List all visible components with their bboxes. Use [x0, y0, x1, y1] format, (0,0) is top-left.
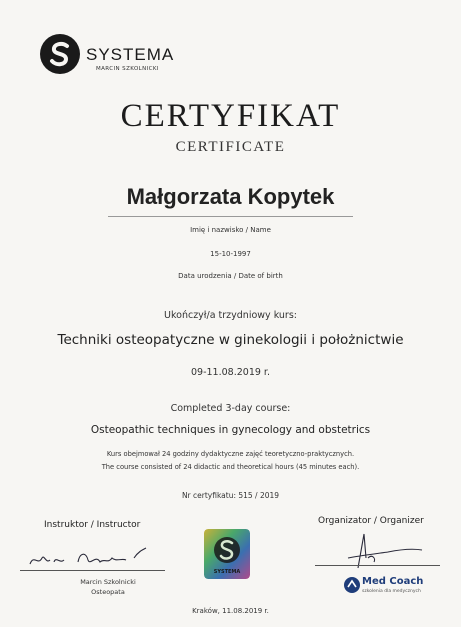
place-date: Kraków, 11.08.2019 r. — [192, 607, 269, 615]
name-underline — [108, 216, 353, 217]
organizer-label: Organizator / Organizer — [318, 516, 424, 526]
brand-subtitle: MARCIN SZKOLNICKI — [96, 66, 159, 72]
hours-pl: Kurs obejmował 24 godziny dydaktyczne zajęć teoretyczno-praktycznych. — [106, 450, 355, 458]
organizer-signature-line — [315, 565, 440, 566]
organizer-tagline: szkolenia dla medycznych — [362, 589, 421, 594]
course-intro: Ukończył/a trzydniowy kurs: — [164, 310, 297, 321]
instructor-signature-icon — [26, 540, 166, 572]
course-title-pl: Techniki osteopatyczne w ginekologii i położnictwie — [57, 332, 404, 348]
instructor-signature-line — [20, 570, 165, 571]
certificate-subtitle: CERTIFICATE — [175, 139, 286, 155]
medcoach-logo-icon — [344, 576, 360, 594]
recipient-name: Małgorzata Kopytek — [126, 184, 335, 209]
instructor-role: Osteopata — [91, 588, 125, 596]
certificate-number: Nr certyfikatu: 515 / 2019 — [181, 491, 280, 500]
course-dates: 09-11.08.2019 r. — [191, 367, 270, 378]
birth-label: Data urodzenia / Date of birth — [178, 272, 283, 280]
instructor-name: Marcin Szkolnicki — [80, 578, 136, 586]
completed-label: Completed 3-day course: — [170, 403, 291, 414]
organizer-name: Med Coach — [362, 576, 424, 587]
birth-date: 15-10-1997 — [210, 250, 251, 258]
instructor-label: Instruktor / Instructor — [44, 520, 141, 530]
hologram-text: SYSTEMA — [213, 569, 241, 575]
systema-logo-icon — [40, 34, 80, 74]
name-label: Imię i nazwisko / Name — [190, 226, 271, 234]
brand-name: SYSTEMA — [86, 45, 175, 64]
hours-en: The course consisted of 24 didactic and theoretical hours (45 minutes each). — [101, 463, 360, 471]
certificate-title: CERTYFIKAT — [120, 98, 341, 134]
course-title-en: Osteopathic techniques in gynecology and obstetrics — [90, 424, 371, 436]
